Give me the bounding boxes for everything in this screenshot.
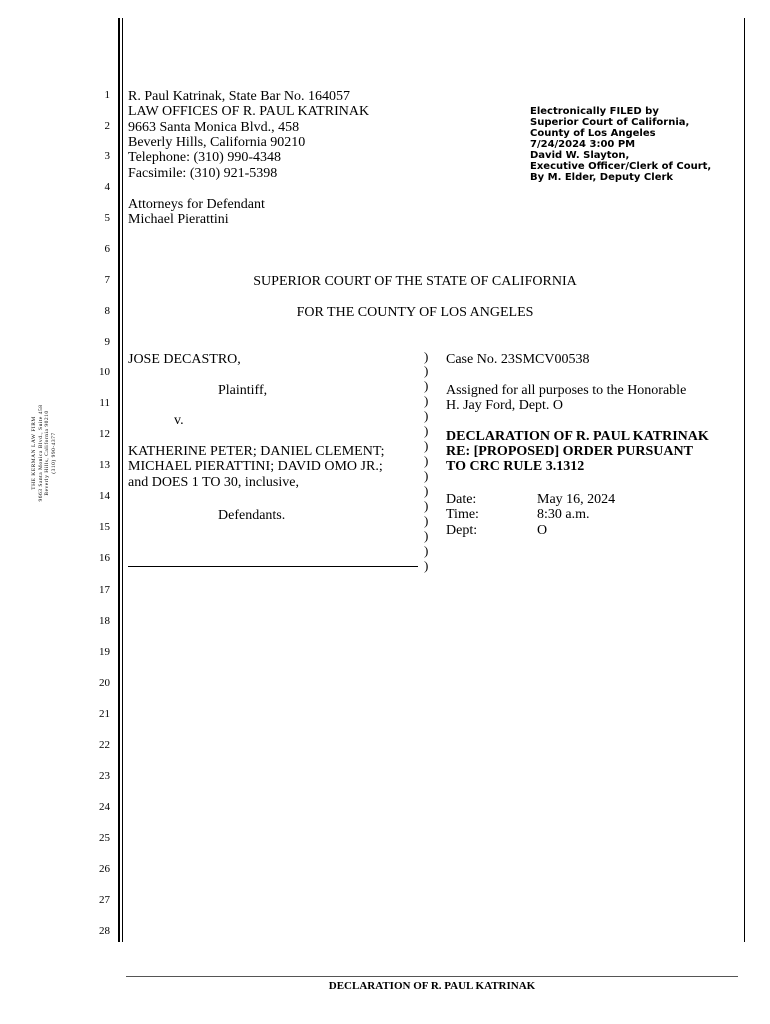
defendants-line: MICHAEL PIERATTINI; DAVID OMO JR.; [128, 459, 383, 474]
line-number: 11 [99, 397, 110, 409]
right-margin-rule [744, 18, 745, 942]
sidebar-firm-line: THE KERMAN LAW FIRM [31, 416, 37, 490]
plaintiff-name: JOSE DECASTRO, [128, 352, 241, 367]
hearing-date: May 16, 2024 [537, 492, 616, 507]
firm-address: 9663 Santa Monica Blvd., 458 [128, 120, 300, 135]
line-number: 2 [104, 120, 110, 132]
plaintiff-label: Plaintiff, [218, 383, 268, 398]
line-number: 18 [99, 615, 110, 627]
stamp-line: Executive Officer/Clerk of Court, [530, 161, 712, 172]
firm-telephone: Telephone: (310) 990-4348 [128, 150, 281, 165]
defendants-line: and DOES 1 TO 30, inclusive, [128, 475, 299, 490]
line-number: 8 [104, 305, 110, 317]
hearing-time-label: Time: [446, 507, 479, 522]
line-number: 25 [99, 832, 110, 844]
document-title: DECLARATION OF R. PAUL KATRINAK [446, 429, 709, 444]
firm-sidebar [14, 380, 74, 510]
line-number: 12 [99, 428, 110, 440]
line-number: 3 [104, 150, 110, 162]
firm-facsimile: Facsimile: (310) 921-5398 [128, 166, 278, 181]
line-number: 28 [99, 925, 110, 937]
caption-underline [128, 566, 418, 567]
document-title: TO CRC RULE 3.1312 [446, 459, 585, 474]
attorney-name: R. Paul Katrinak, State Bar No. 164057 [128, 89, 351, 104]
line-number: 21 [99, 708, 110, 720]
line-number: 4 [104, 181, 110, 193]
sidebar-firm-line: 9663 Santa Monica Blvd., Suite 458 [37, 404, 44, 502]
line-number: 1 [104, 89, 110, 101]
firm-city: Beverly Hills, California 90210 [128, 135, 306, 150]
left-margin-rule-inner [122, 18, 123, 942]
document-title: RE: [PROPOSED] ORDER PURSUANT [446, 444, 693, 459]
stamp-line: David W. Slayton, [530, 150, 630, 161]
line-number: 14 [99, 490, 110, 502]
stamp-line: Superior Court of California, [530, 117, 690, 128]
hearing-dept: O [537, 523, 548, 538]
county-name: FOR THE COUNTY OF LOS ANGELES [296, 305, 534, 320]
assigned-judge: Assigned for all purposes to the Honorable [446, 383, 687, 398]
hearing-time: 8:30 a.m. [537, 507, 590, 522]
sidebar-firm-line: Beverly Hills, California 90210 [44, 410, 50, 496]
footer-title: DECLARATION OF R. PAUL KATRINAK [328, 980, 536, 992]
line-number: 24 [99, 801, 110, 813]
line-number: 6 [104, 243, 110, 255]
stamp-line: By M. Elder, Deputy Clerk [530, 172, 674, 183]
stamp-line: County of Los Angeles [530, 128, 656, 139]
sidebar-firm-line: (310) 990-4377 [50, 432, 57, 474]
line-number: 5 [104, 212, 110, 224]
line-number: 13 [99, 459, 110, 471]
case-number: Case No. 23SMCV00538 [446, 352, 590, 367]
line-number: 15 [99, 521, 110, 533]
assigned-judge-dept: H. Jay Ford, Dept. O [446, 398, 564, 413]
left-margin-rule [118, 18, 120, 942]
stamp-line: 7/24/2024 3:00 PM [530, 139, 636, 150]
line-number: 17 [99, 584, 110, 596]
pleading-page: 1 2 3 4 5 6 7 8 9 10 11 12 13 14 15 16 17 18 19 20 21 22 23 24 25 26 27 28 R. Paul Katrinak, State Bar No. 164057 LAW OFFICES OF R. PAUL KATRINAK 9663 Santa Monica Blvd., 458 Beverly Hills, California 90210 Telephone: (310) 990-4348 Facsimile: (310) 921-5398 Attorneys for Defendant Michael Pierattini Electronically FILED by Superior Court of California, County of Los Angeles 7/24/2024 3:00 PM David W. Slayton, Executive Officer/Clerk of Court, By M. Elder, Deputy Clerk SUPERIOR COURT OF THE STATE OF CALIFORNIA FOR THE COUNTY OF LOS ANGELES JOSE DECASTRO, Plaintiff, v. KATHERINE PETER; DANIEL CLEMENT; MICHAEL PIERATTINI; DAVID OMO JR.; and DOES 1 TO 30, inclusive, Defendants. ) ) ) ) ) ) ) ) ) ) ) ) ) ) ) Case No. 23SMCV00538 Assigned for all purposes to the Honorable H. Jay Ford, Dept. O DECLARATION OF R. PAUL KATRINAK RE: [PROPOSED] ORDER PURSUANT TO CRC RULE 3.1312 Date: May 16, 2024 Time: 8:30 a.m. Dept: O THE KERMAN LAW FIRM 9663 Santa Monica Blvd., Suite 458 Beverly Hills, California 90210 (310) 990-4377 DECLARATION OF R. PAUL KATRINAK [0, 0, 770, 1024]
line-number: 22 [99, 739, 110, 751]
defendants-line: KATHERINE PETER; DANIEL CLEMENT; [128, 444, 385, 459]
line-number: 20 [99, 677, 110, 689]
court-name: SUPERIOR COURT OF THE STATE OF CALIFORNIA [253, 274, 577, 289]
attorneys-for: Attorneys for Defendant [128, 197, 265, 212]
line-number: 16 [99, 552, 110, 564]
versus: v. [174, 413, 184, 428]
defendants-label: Defendants. [218, 508, 286, 523]
filing-stamp [530, 106, 711, 183]
hearing-dept-label: Dept: [446, 523, 478, 538]
line-number: 10 [99, 366, 110, 378]
line-number: 7 [104, 274, 110, 286]
stamp-line: Electronically FILED by [530, 106, 659, 117]
line-number: 19 [99, 646, 110, 658]
hearing-date-label: Date: [446, 492, 477, 507]
client-name: Michael Pierattini [128, 212, 229, 227]
footer-rule [126, 976, 738, 977]
line-number: 26 [99, 863, 110, 875]
line-number: 9 [104, 336, 110, 348]
line-number: 27 [99, 894, 110, 906]
line-number: 23 [99, 770, 110, 782]
law-firm-name: LAW OFFICES OF R. PAUL KATRINAK [128, 104, 370, 119]
